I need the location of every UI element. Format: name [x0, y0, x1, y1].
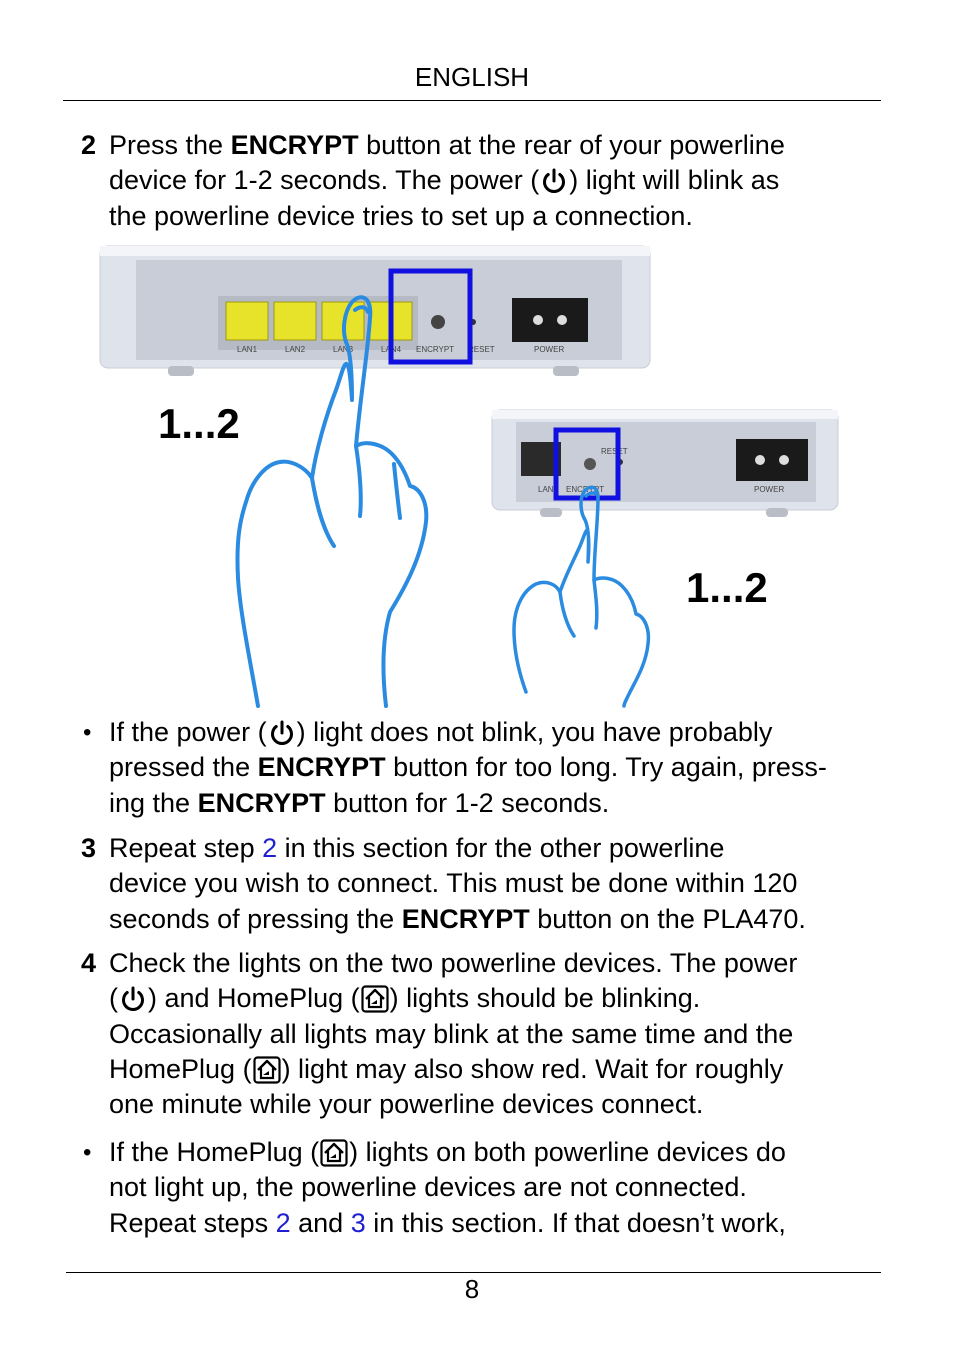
port-label: LAN: [538, 485, 554, 494]
large-powerline-device: [100, 246, 650, 376]
power-icon: [540, 167, 568, 195]
encrypt-keyword: ENCRYPT: [401, 903, 530, 934]
homeplug-icon: [320, 1139, 348, 1167]
port-label: LAN4: [381, 345, 402, 354]
press-duration-label: 1...2: [686, 564, 768, 611]
encrypt-button: [584, 458, 596, 470]
power-label: POWER: [534, 345, 565, 354]
device-diagram: [90, 240, 850, 708]
encrypt-keyword: ENCRYPT: [257, 752, 386, 783]
footer-rule: [66, 1272, 881, 1273]
reset-label: RESET: [468, 345, 495, 354]
homeplug-icon: [361, 985, 389, 1013]
step-3-link[interactable]: 3: [350, 1207, 366, 1238]
reset-label: RESET: [601, 447, 628, 456]
small-powerline-device: [492, 410, 838, 517]
encrypt-label: ENCRYPT: [566, 485, 605, 494]
encrypt-button: [431, 315, 445, 329]
port-label: LAN1: [237, 345, 258, 354]
power-icon: [268, 719, 296, 747]
step-2-link[interactable]: 2: [262, 833, 278, 863]
bullet-marker: •: [83, 719, 92, 746]
language-label: ENGLISH: [414, 62, 530, 92]
encrypt-label: ENCRYPT: [416, 345, 455, 354]
hand-pointing-icon: [514, 487, 648, 706]
header-rule: [63, 100, 881, 101]
homeplug-icon: [253, 1056, 281, 1084]
encrypt-keyword: ENCRYPT: [230, 130, 359, 160]
step-number: 4: [81, 948, 97, 978]
power-socket: [736, 439, 808, 481]
step-2-link[interactable]: 2: [275, 1207, 291, 1238]
bullet-marker: •: [83, 1139, 92, 1166]
encrypt-button-illustration: [90, 240, 850, 708]
power-label: POWER: [754, 485, 785, 494]
port-label: LAN3: [333, 345, 354, 354]
step-3-text: Repeat step 2 in this section for the other powerline device you wish to connect. This must be done within 120 seconds of pressing the ENCRYPT button on the PLA470.: [109, 833, 806, 934]
bullet-1-text: If the power ( ) light does not blink, you have probably pressed the ENCRYPT button for too long. Try again, press- ing the ENCRYPT button for 1-2 seconds.: [109, 717, 827, 818]
step-4-text: Check the lights on the two powerline devices. The power ( ) and HomePlug ( ) lights should be blinking. Occasionally all lights may blink at the same time and the HomePlug ( ) light may also show red. Wait for roughly one minute while your powerline devices connect.: [109, 948, 798, 1120]
encrypt-keyword: ENCRYPT: [197, 787, 326, 818]
step-2-text: Press the ENCRYPT button at the rear of your powerline device for 1-2 seconds. The power ( ) light will blink as the powerline device tries to set up a connection.: [109, 130, 785, 231]
step-number: 3: [81, 833, 97, 863]
bullet-2-text: If the HomePlug ( ) lights on both powerline devices do not light up, the powerline devices are not connected. Repeat steps 2 and 3 in this section. If that doesn’t work,: [109, 1137, 786, 1238]
power-icon: [119, 985, 147, 1013]
step-number: 2: [81, 130, 97, 160]
power-socket: [512, 298, 588, 342]
port-label: LAN2: [285, 345, 306, 354]
press-duration-label: 1...2: [158, 400, 240, 447]
page-number: 8: [464, 1274, 480, 1304]
